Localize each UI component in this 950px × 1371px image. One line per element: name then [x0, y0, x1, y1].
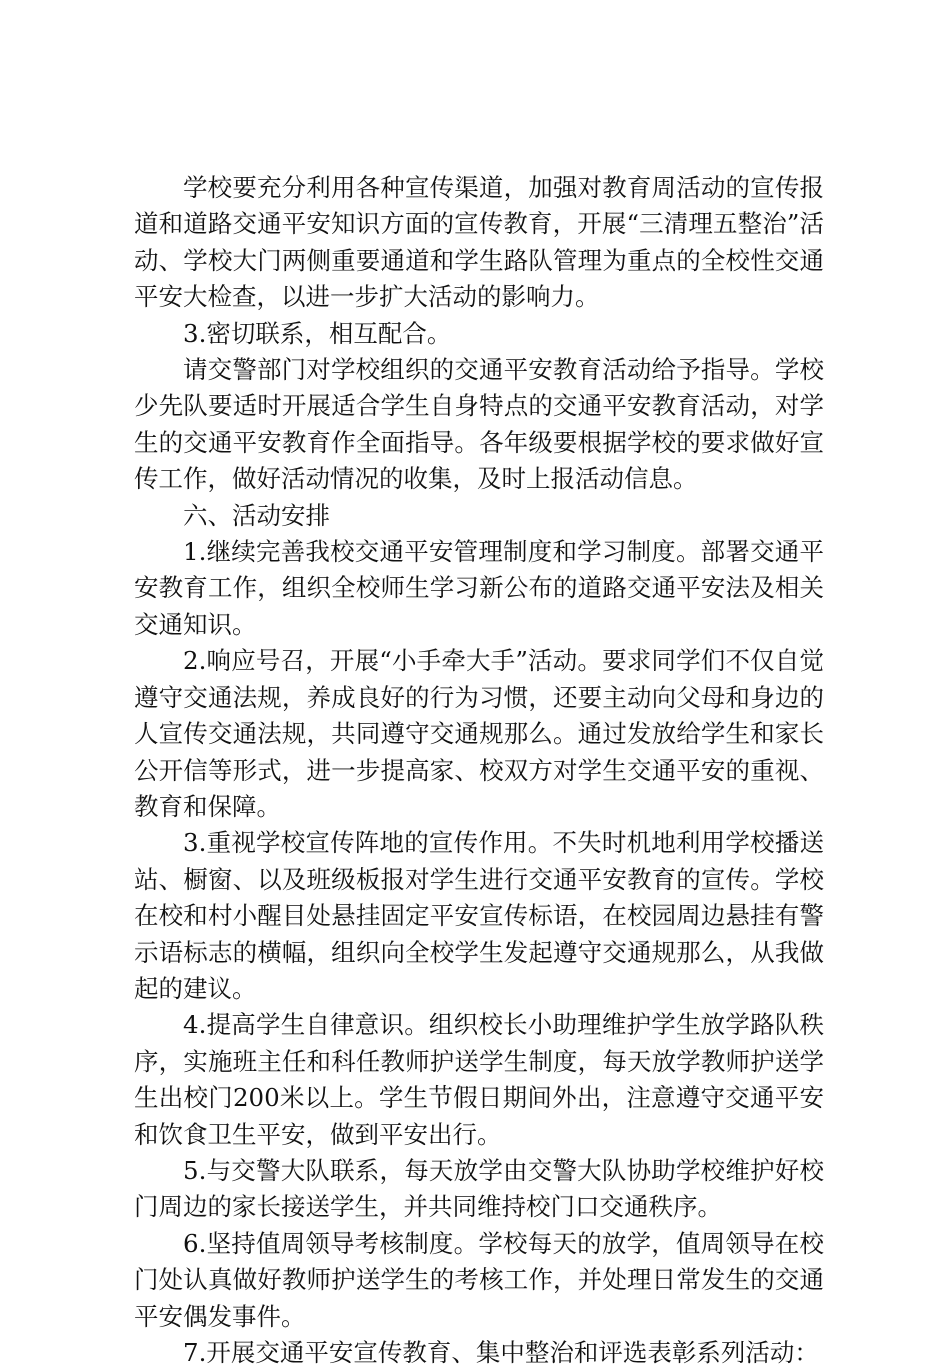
- paragraph-schedule-item-2: 2.响应号召，开展“小手牵大手”活动。要求同学们不仅自觉遵守交通法规，养成良好的行为习惯，还要主动向父母和身边的人宣传交通法规，共同遵守交通规那么。通过发放给学生和家长公开信等形式，进一步提高家、校双方对学生交通平安的重视、教育和保障。: [134, 646, 824, 821]
- section-heading-activity-schedule: 六、活动安排: [183, 500, 330, 530]
- paragraph-schedule-item-1: 1.继续完善我校交通平安管理制度和学习制度。部署交通平安教育工作，组织全校师生学习新公布的道路交通平安法及相关交通知识。: [134, 537, 824, 639]
- paragraph-item-3-heading: 3.密切联系，相互配合。: [183, 318, 452, 348]
- paragraph-schedule-item-5: 5.与交警大队联系，每天放学由交警大队协助学校维护好校门周边的家长接送学生，并共同维持校门口交通秩序。: [134, 1155, 824, 1222]
- paragraph-cooperation: 请交警部门对学校组织的交通平安教育活动给予指导。学校少先队要适时开展适合学生自身特点的交通平安教育活动，对学生的交通平安教育作全面指导。各年级要根据学校的要求做好宣传工作，做好活动情况的收集，及时上报活动信息。: [134, 355, 824, 494]
- paragraph-schedule-item-3: 3.重视学校宣传阵地的宣传作用。不失时机地利用学校播送站、橱窗、以及班级板报对学生进行交通平安教育的宣传。学校在校和村小醒目处悬挂固定平安宣传标语，在校园周边悬挂有警示语标志的横幅，组织向全校学生发起遵守交通规那么，从我做起的建议。: [134, 828, 824, 1003]
- paragraph-schedule-item-7: 7.开展交通平安宣传教育、集中整治和评选表彰系列活动：: [183, 1338, 819, 1367]
- paragraph-publicity: 学校要充分利用各种宣传渠道，加强对教育周活动的宣传报道和道路交通平安知识方面的宣传教育，开展“三清理五整治”活动、学校大门两侧重要通道和学生路队管理为重点的全校性交通平安大检查，以进一步扩大活动的影响力。: [134, 173, 824, 312]
- paragraph-schedule-item-4: 4.提高学生自律意识。组织校长小助理维护学生放学路队秩序，实施班主任和科任教师护送学生制度，每天放学教师护送学生出校门200米以上。学生节假日期间外出，注意遵守交通平安和饮食卫生平安，做到平安出行。: [134, 1010, 824, 1149]
- paragraph-schedule-item-6: 6.坚持值周领导考核制度。学校每天的放学，值周领导在校门处认真做好教师护送学生的考核工作，并处理日常发生的交通平安偶发事件。: [134, 1228, 824, 1331]
- document-page: [134, 170, 824, 1371]
